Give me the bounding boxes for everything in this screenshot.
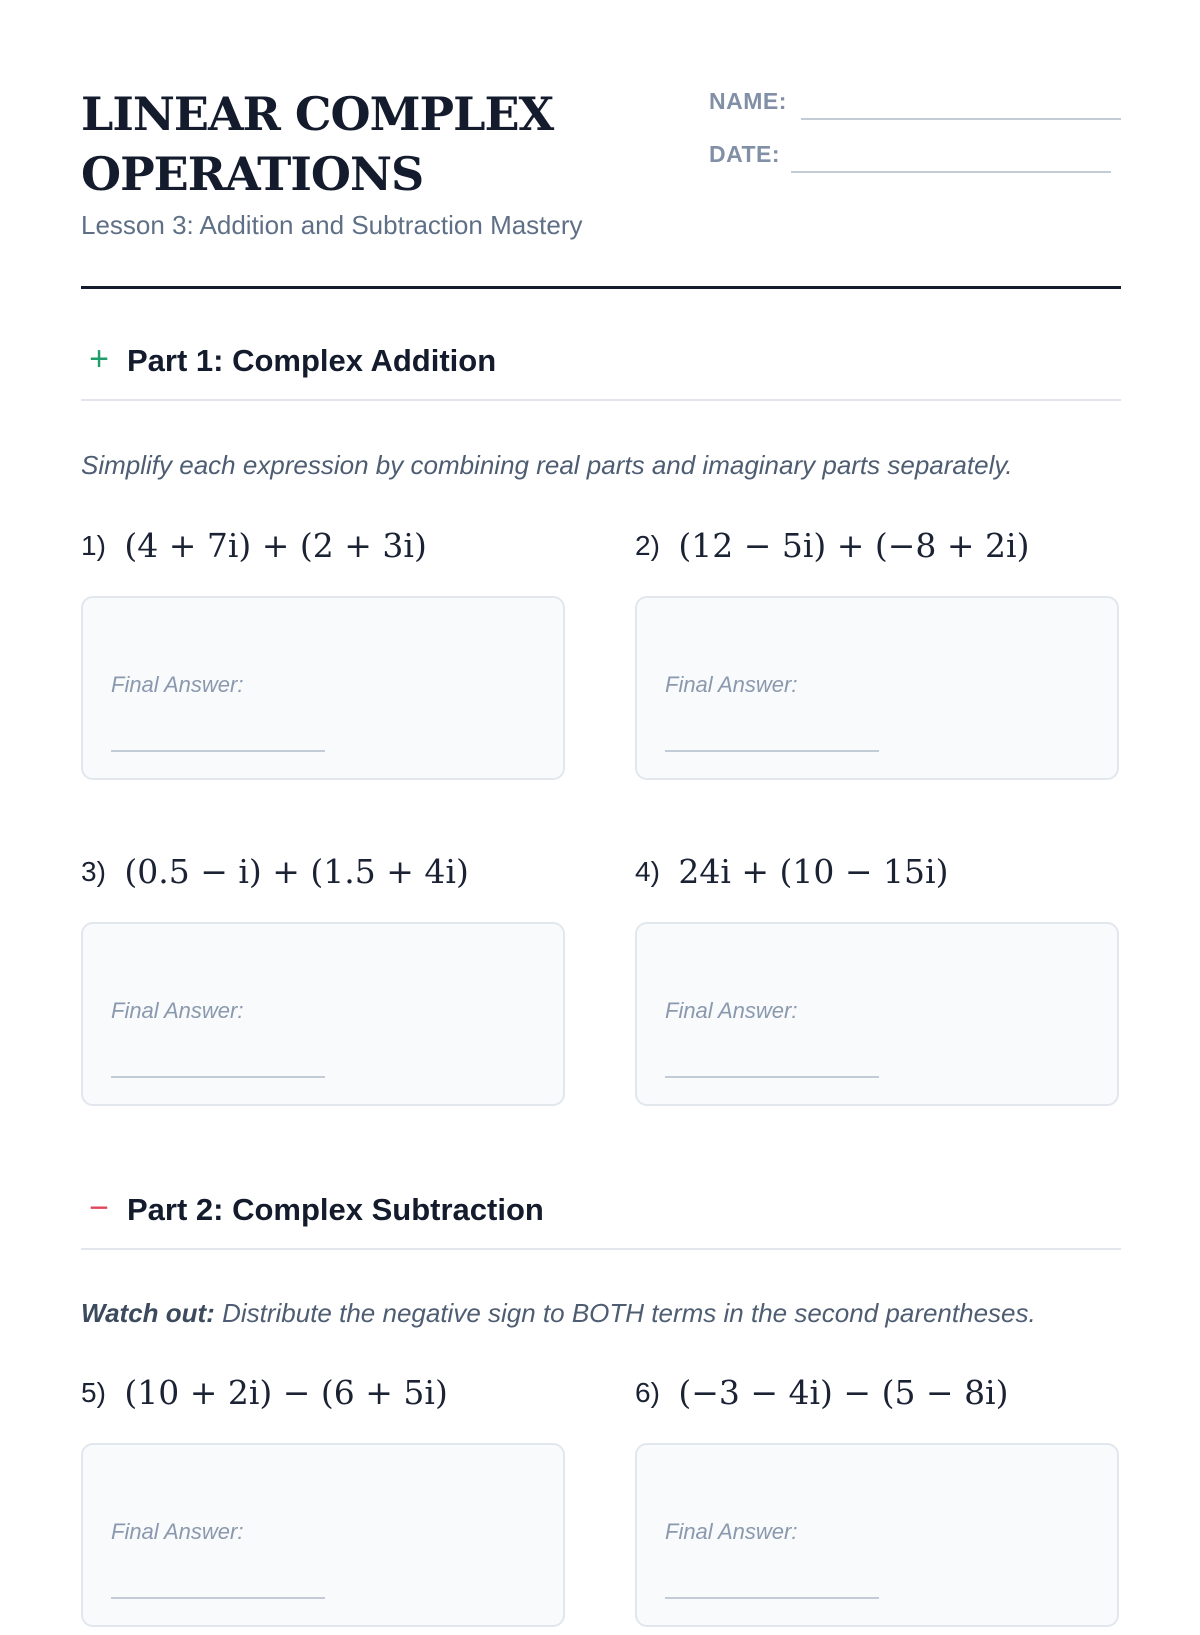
date-line[interactable] bbox=[791, 171, 1111, 173]
part2-instructions bbox=[81, 1298, 1141, 1329]
part1-instructions: Simplify each expression by combining real parts and imaginary parts separately. bbox=[81, 450, 1013, 480]
answer-line[interactable] bbox=[665, 1597, 879, 1599]
problem-2 bbox=[635, 526, 1121, 788]
page-subtitle: Lesson 3: Addition and Subtraction Mastery bbox=[81, 210, 583, 240]
problem-6 bbox=[635, 1373, 1121, 1635]
final-answer-label: Final Answer: bbox=[111, 998, 244, 1023]
part2-title: Part 2: Complex Subtraction bbox=[127, 1192, 544, 1227]
problem-number: 2) bbox=[635, 529, 660, 561]
problem-label bbox=[635, 526, 1029, 572]
problem-number: 6) bbox=[635, 1376, 660, 1408]
problem-expression: (12 − 5i) + (−8 + 2i) bbox=[678, 526, 1030, 565]
answer-line[interactable] bbox=[665, 750, 879, 752]
problem-expression: 24i + (10 − 15i) bbox=[678, 852, 949, 891]
problem-label bbox=[635, 1373, 1009, 1419]
part2-heading bbox=[81, 1182, 1121, 1250]
header-divider bbox=[81, 286, 1121, 289]
problem-1 bbox=[81, 526, 567, 788]
problem-label bbox=[81, 1373, 448, 1419]
problem-expression: (0.5 − i) + (1.5 + 4i) bbox=[124, 852, 469, 891]
answer-box[interactable] bbox=[635, 596, 1119, 780]
problem-expression: (4 + 7i) + (2 + 3i) bbox=[124, 526, 427, 565]
problem-number: 5) bbox=[81, 1376, 106, 1408]
problem-number: 3) bbox=[81, 855, 106, 887]
answer-line[interactable] bbox=[111, 750, 325, 752]
date-label: DATE: bbox=[709, 141, 781, 167]
name-label: NAME: bbox=[709, 88, 787, 114]
final-answer-label: Final Answer: bbox=[665, 1519, 798, 1544]
answer-line[interactable] bbox=[111, 1597, 325, 1599]
page-title: LINEAR COMPLEX OPERATIONS bbox=[81, 87, 554, 201]
problem-label bbox=[81, 526, 427, 572]
answer-box[interactable] bbox=[81, 596, 565, 780]
answer-box[interactable] bbox=[81, 1443, 565, 1627]
problem-5 bbox=[81, 1373, 567, 1635]
answer-line[interactable] bbox=[111, 1076, 325, 1078]
final-answer-label: Final Answer: bbox=[665, 998, 798, 1023]
final-answer-label: Final Answer: bbox=[111, 1519, 244, 1544]
final-answer-label: Final Answer: bbox=[665, 672, 798, 697]
problem-3 bbox=[81, 852, 567, 1114]
worksheet-header bbox=[81, 80, 1121, 290]
warning-lead: Watch out: bbox=[81, 1298, 215, 1328]
warning-text: Distribute the negative sign to BOTH terms in the second parentheses. bbox=[222, 1298, 1036, 1328]
problem-number: 1) bbox=[81, 529, 106, 561]
name-field[interactable] bbox=[709, 84, 1121, 120]
answer-box[interactable] bbox=[635, 1443, 1119, 1627]
problem-expression: (−3 − 4i) − (5 − 8i) bbox=[678, 1373, 1009, 1412]
plus-icon: + bbox=[89, 340, 109, 378]
part1-title: Part 1: Complex Addition bbox=[127, 343, 497, 378]
answer-line[interactable] bbox=[665, 1076, 879, 1078]
problem-label bbox=[81, 852, 469, 898]
minus-icon: − bbox=[89, 1189, 109, 1227]
final-answer-label: Final Answer: bbox=[111, 672, 244, 697]
problem-expression: (10 + 2i) − (6 + 5i) bbox=[124, 1373, 448, 1412]
worksheet-page bbox=[81, 0, 1121, 1600]
problem-label bbox=[635, 852, 948, 898]
answer-box[interactable] bbox=[635, 922, 1119, 1106]
problem-4 bbox=[635, 852, 1121, 1114]
date-field[interactable] bbox=[709, 137, 1121, 173]
answer-box[interactable] bbox=[81, 922, 565, 1106]
name-line[interactable] bbox=[801, 118, 1121, 120]
problem-number: 4) bbox=[635, 855, 660, 887]
part1-heading bbox=[81, 333, 1121, 401]
